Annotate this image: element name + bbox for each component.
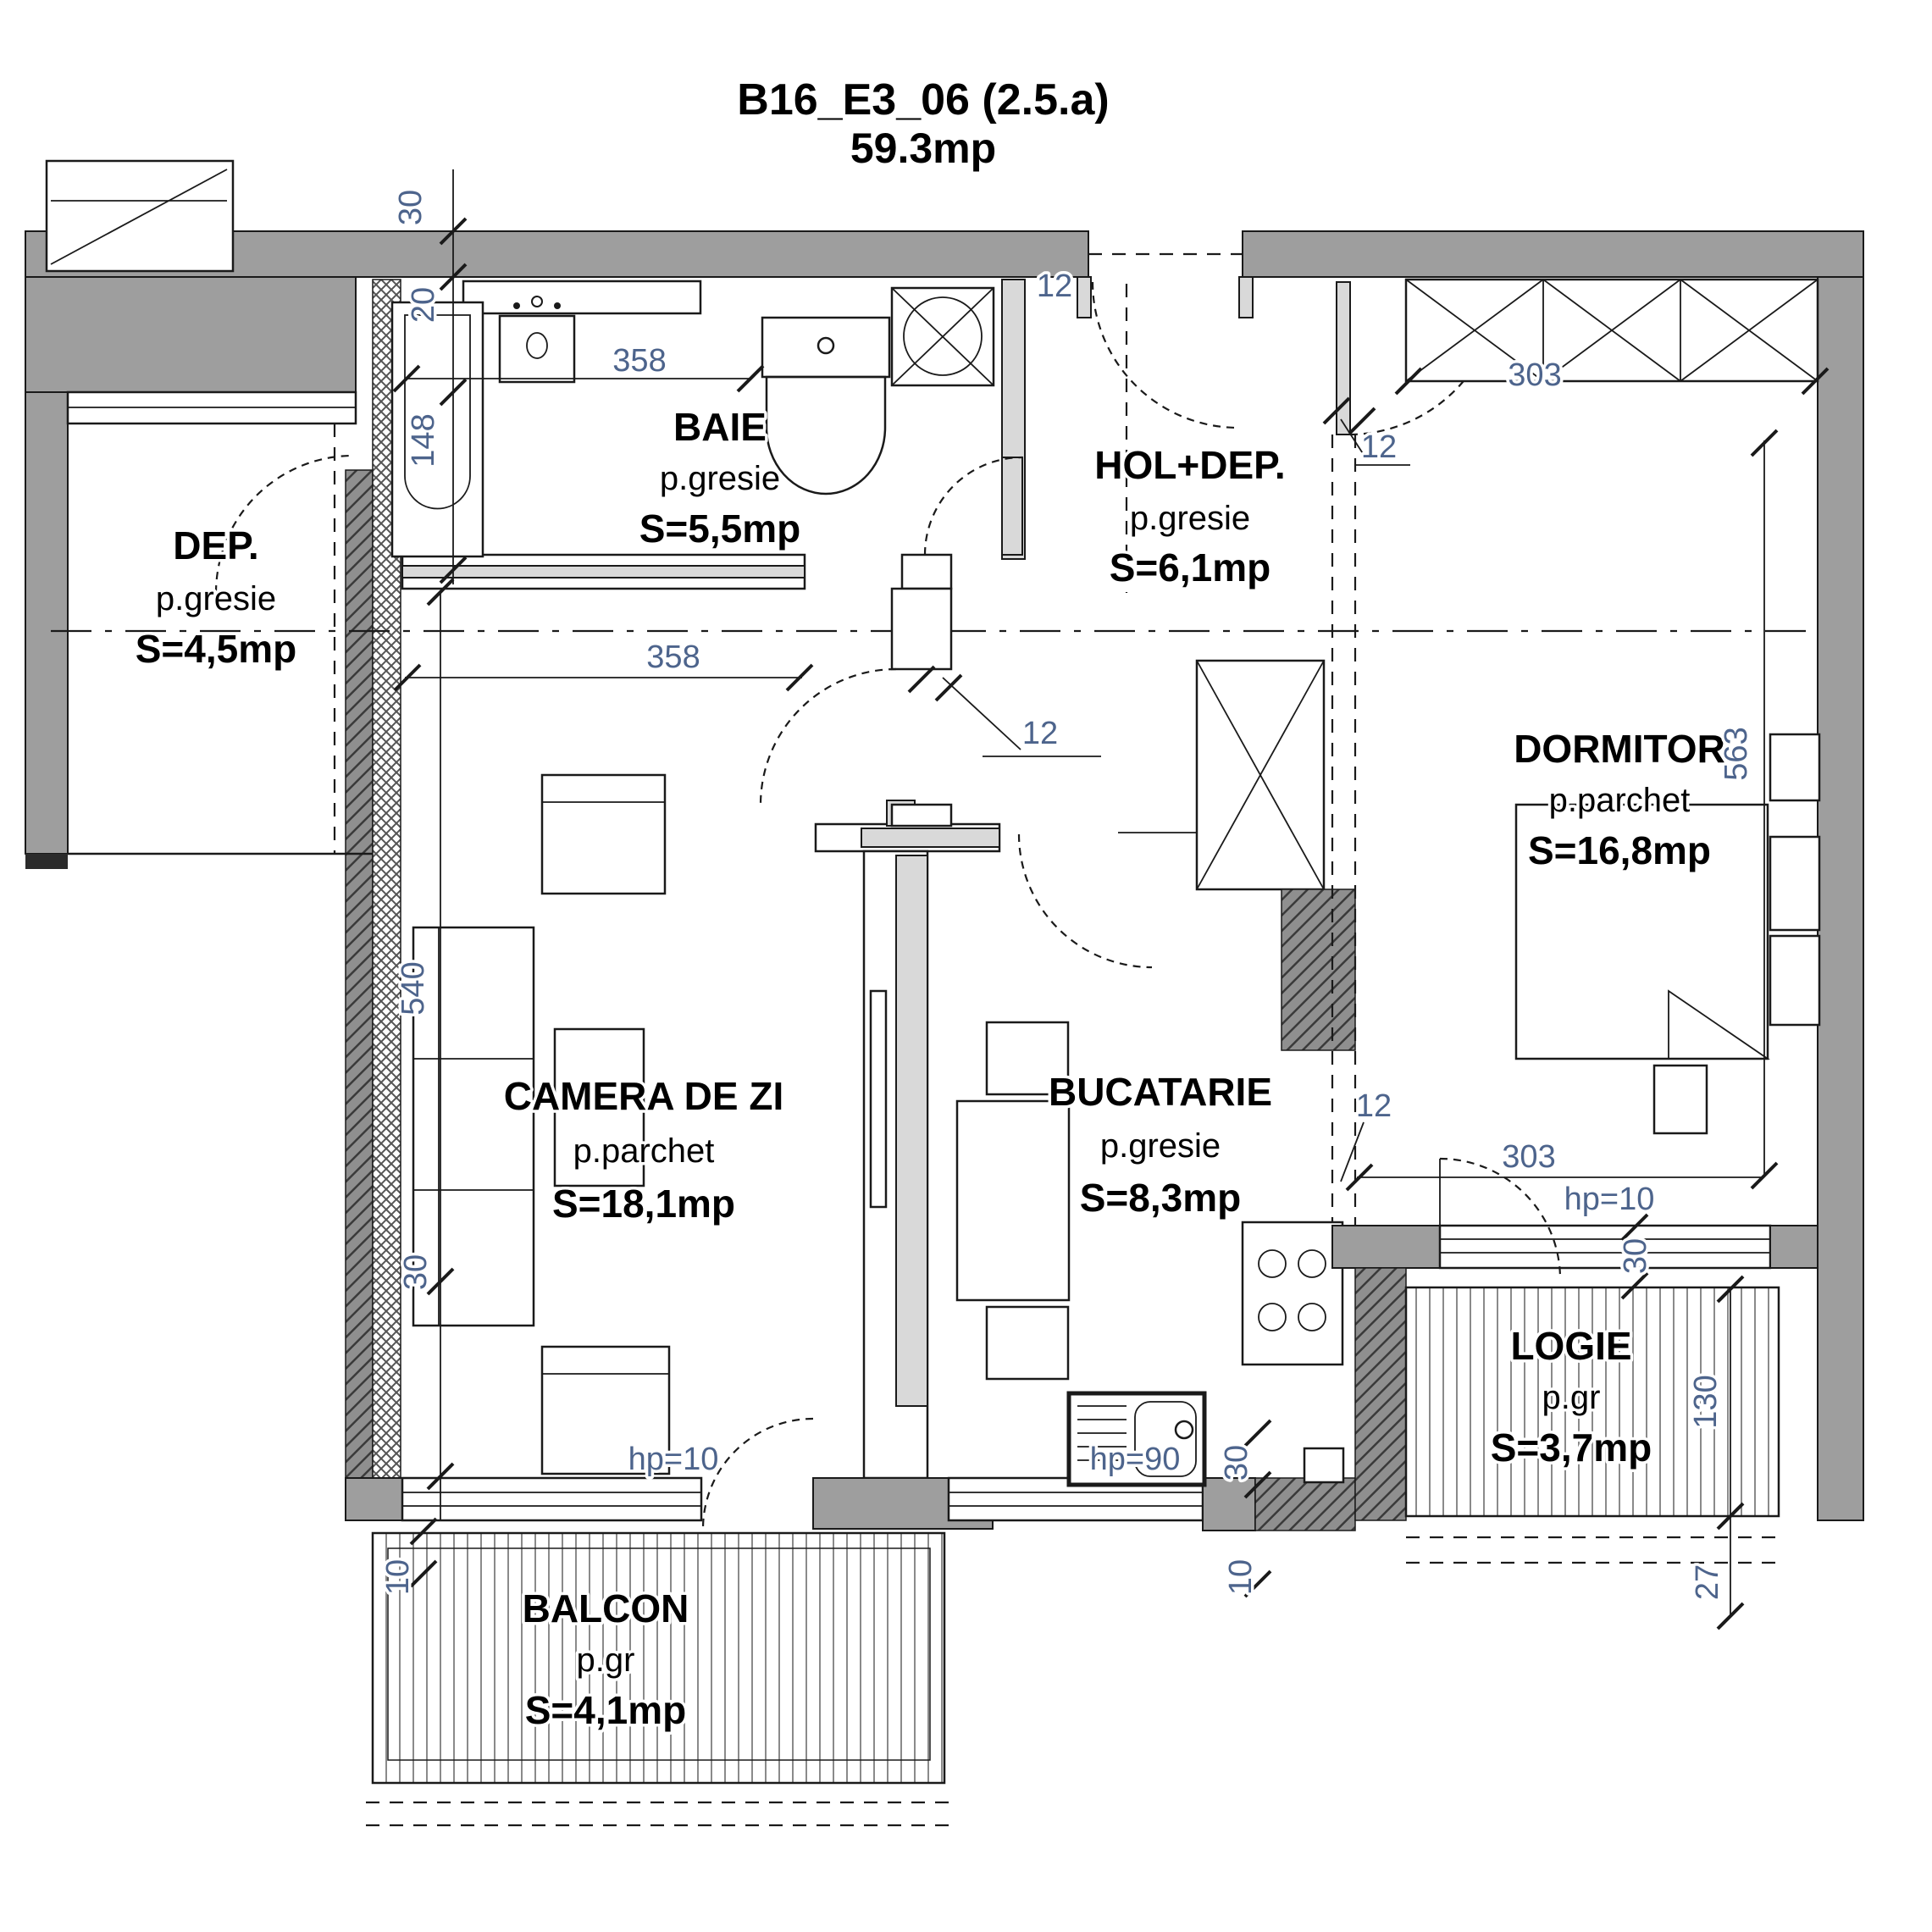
armchair xyxy=(542,775,665,894)
faucet-dot xyxy=(513,302,520,309)
kitchen-door-arc xyxy=(1019,834,1152,967)
dim-dorm-hp10: hp=10 xyxy=(1564,1182,1655,1217)
hol-name: HOL+DEP. xyxy=(1094,443,1286,487)
camera-east-wall-upper xyxy=(892,589,951,669)
dim-logie-130: 130 xyxy=(1688,1375,1724,1429)
dormitor-area: S=16,8mp xyxy=(1527,828,1712,872)
dim-dorm-563: 563 xyxy=(1719,727,1754,781)
dim-left-30: 30 xyxy=(398,1254,434,1291)
dep-finish: p.gresie xyxy=(155,580,277,617)
balcon-finish: p.gr xyxy=(576,1641,635,1679)
hol-south-wall-core xyxy=(861,828,999,847)
room-balcon xyxy=(366,1533,951,1825)
dim-logie-27: 27 xyxy=(1690,1564,1725,1601)
bucatarie-area: S=8,3mp xyxy=(1079,1176,1242,1220)
camera-kitchen-partition-core xyxy=(896,855,927,1406)
camera-area: S=18,1mp xyxy=(551,1182,736,1226)
camera-name: CAMERA DE ZI xyxy=(503,1074,784,1118)
baie-finish: p.gresie xyxy=(659,460,781,497)
baie-name: BAIE xyxy=(673,405,767,449)
dim-logie-30: 30 xyxy=(1618,1237,1653,1275)
camera-door-arc xyxy=(761,669,896,805)
middle-walls xyxy=(761,589,951,1478)
dim-baie-358: 358 xyxy=(612,343,667,379)
bucatarie-finish: p.gresie xyxy=(1099,1127,1221,1165)
dim-kitchen-hp90: hp=90 xyxy=(1089,1442,1181,1477)
balcon-name: BALCON xyxy=(522,1586,689,1630)
logie-finish: p.gr xyxy=(1542,1379,1601,1416)
dresser xyxy=(1770,936,1819,1025)
wall-left xyxy=(25,392,68,854)
dresser xyxy=(1770,837,1819,930)
toilet-tank xyxy=(762,318,889,377)
leader-kitchen12 xyxy=(1341,1122,1364,1182)
logie-west-hatch xyxy=(1355,1268,1406,1520)
wall-right xyxy=(1818,277,1863,1520)
baie-area: S=5,5mp xyxy=(639,507,801,551)
kitchen-corner-wall xyxy=(1203,1478,1255,1531)
washbasin xyxy=(500,316,574,382)
faucet-dot xyxy=(554,302,561,309)
west-wall-hatch xyxy=(346,470,373,1478)
dim-kitchen-12: 12 xyxy=(1355,1088,1392,1124)
south-wall-corner xyxy=(346,1478,402,1520)
logie-name: LOGIE xyxy=(1510,1324,1632,1368)
dim-camera-hp10: hp=10 xyxy=(628,1442,719,1477)
plan-title xyxy=(737,75,1109,172)
dorm-south-wall-left xyxy=(1332,1226,1440,1268)
dep-area: S=4,5mp xyxy=(135,627,297,671)
dim-baie-148: 148 xyxy=(406,413,441,468)
room-camera xyxy=(413,775,886,1474)
balcon-deck xyxy=(373,1533,944,1783)
dim-baie-20: 20 xyxy=(406,286,441,324)
kitchen-corner-hatch xyxy=(1255,1478,1355,1531)
bench xyxy=(1654,1066,1707,1133)
hol-hatched-wall xyxy=(1282,889,1355,1050)
kitchen-table xyxy=(957,1101,1069,1300)
camera-finish: p.parchet xyxy=(573,1132,715,1170)
dim-dorm-303: 303 xyxy=(1502,1139,1556,1175)
entrance-jamb-left xyxy=(1077,277,1091,318)
hol-area: S=6,1mp xyxy=(1109,545,1271,590)
dim-balcon-10: 10 xyxy=(380,1558,416,1596)
bucatarie-name: BUCATARIE xyxy=(1048,1070,1273,1114)
dim-dormdoor-12: 12 xyxy=(1360,429,1398,465)
wall-left-endcap xyxy=(25,854,68,869)
dim-ward-303: 303 xyxy=(1508,357,1562,393)
kitchen-chair xyxy=(987,1307,1068,1379)
plan-code: B16_E3_06 (2.5.a) xyxy=(737,75,1110,125)
dormitor-finish: p.parchet xyxy=(1548,782,1691,819)
toilet-bowl xyxy=(767,377,885,494)
tv-panel xyxy=(871,991,886,1207)
leader-mid12 xyxy=(943,678,1021,750)
room-dep xyxy=(68,392,373,854)
dep-name: DEP. xyxy=(173,523,259,567)
camera-window xyxy=(402,1478,701,1520)
hol-finish: p.gresie xyxy=(1129,500,1251,537)
dim-kitchen-10: 10 xyxy=(1223,1558,1259,1596)
dormitor-door-leaf xyxy=(1337,282,1350,435)
dorm-window xyxy=(1440,1226,1770,1268)
nightstand xyxy=(1770,734,1819,800)
baie-south-pilaster xyxy=(902,555,951,589)
dim-mid-12: 12 xyxy=(1021,716,1059,751)
baie-counter xyxy=(463,281,700,313)
dormitor-name: DORMITOR xyxy=(1514,727,1725,771)
dim-camera-358: 358 xyxy=(646,639,700,675)
entrance-jamb-right xyxy=(1239,277,1253,318)
entrance-door-arc xyxy=(1093,282,1238,428)
baie-door-leaf xyxy=(1002,457,1022,555)
dim-entry-12: 12 xyxy=(1036,268,1073,304)
baie-south-wall-core xyxy=(402,566,805,578)
logie-area: S=3,7mp xyxy=(1490,1425,1652,1470)
balcon-area: S=4,1mp xyxy=(524,1688,687,1732)
dim-kitchen-30: 30 xyxy=(1219,1444,1254,1481)
wall-top-right-wing xyxy=(1243,231,1863,277)
dim-top-30: 30 xyxy=(393,189,429,226)
plan-area: 59.3mp xyxy=(850,125,997,172)
dim-left-540: 540 xyxy=(396,961,431,1016)
hob xyxy=(1243,1222,1342,1365)
camera-east-wall-lower xyxy=(892,805,951,826)
dorm-south-wall-right xyxy=(1770,1226,1818,1268)
kitchen-corner-box xyxy=(1304,1448,1343,1482)
entrance xyxy=(1077,254,1253,428)
balcony-door-arc xyxy=(703,1419,813,1529)
